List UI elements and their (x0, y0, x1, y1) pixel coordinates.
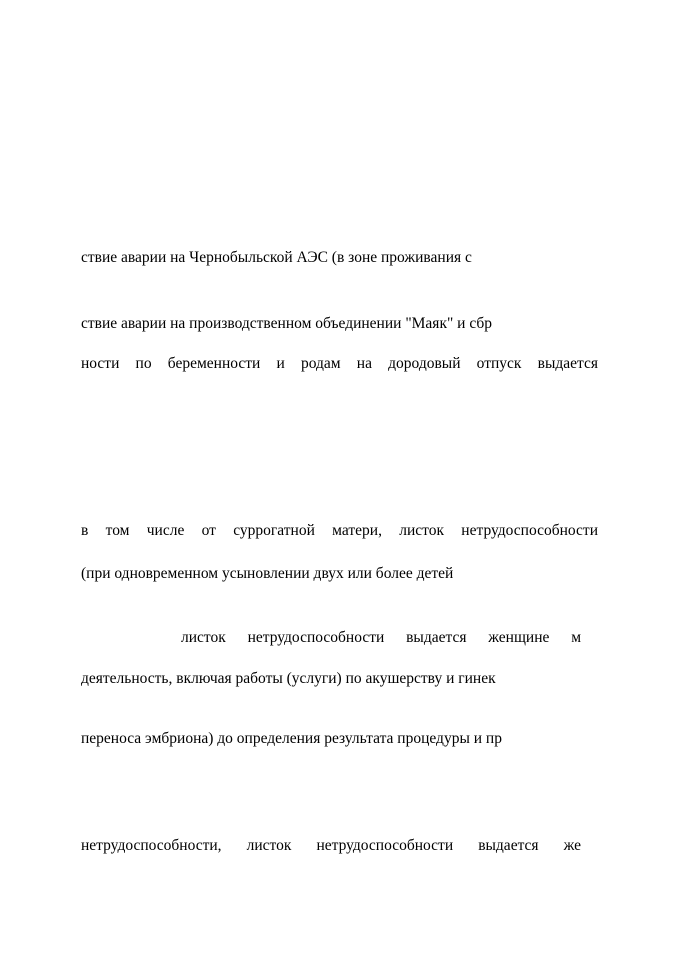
text-line: переноса эмбриона) до определения результата процедуры и пр (81, 730, 502, 747)
text-line: листок нетрудоспособности выдается женщине м (181, 629, 581, 646)
text-line: (при одновременном усыновлении двух или более детей (81, 565, 454, 582)
text-line: ствие аварии на Чернобыльской АЭС (в зоне проживания с (81, 249, 472, 266)
text-line: деятельность, включая работы (услуги) по акушерству и гинек (81, 670, 496, 687)
text-line: в том числе от суррогатной матери, листок нетрудоспособности (81, 522, 598, 539)
text-line: ности по беременности и родам на дородовый отпуск выдается (81, 355, 598, 372)
text-line: нетрудоспособности, листок нетрудоспособности выдается же (81, 837, 581, 854)
text-line: ствие аварии на производственном объединении "Маяк" и сбр (81, 315, 493, 332)
